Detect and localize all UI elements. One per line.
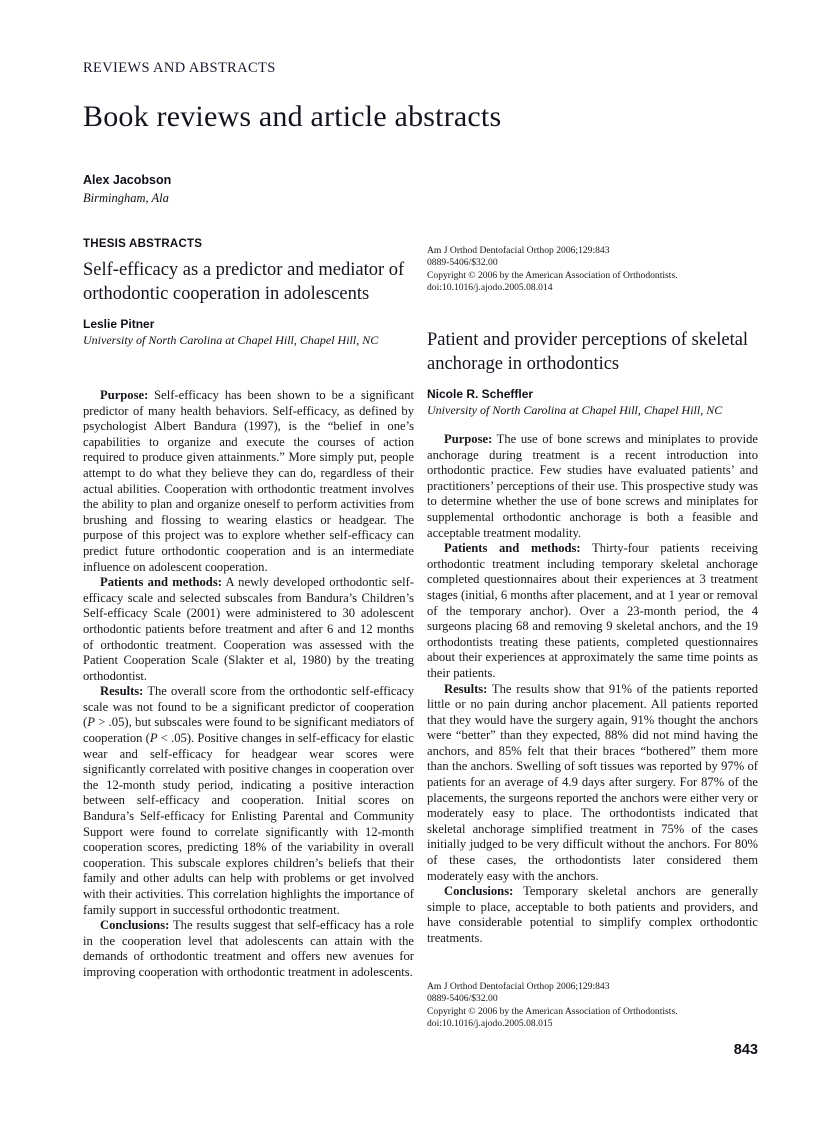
paragraph-methods-right <box>427 541 758 681</box>
paragraph-lead: Conclusions: <box>444 884 514 899</box>
page-number: 843 <box>733 1042 758 1058</box>
paragraph-lead: Purpose: <box>100 388 149 402</box>
paragraph-lead: Patients and methods: <box>100 575 222 590</box>
editor-location: Birmingham, Ala <box>83 191 169 205</box>
right-column-body <box>427 432 758 947</box>
paragraph-text: Self-efficacy has been shown to be a significant predictor of many health behaviors. Self-efficacy, as defined by psychologist Albert Bandura (1997), is the “belief in one’s capabilities to organize and execute the courses of action required to produce given attainments.” More simply put, people attempt to do what they believe they can do, regardless of their actual abilities. Cooperation with orthodontic treatment involves the ability to plan and organize oneself to perform activities from brushing and flossing to wearing elastics or headgear. The purpose of this project was to explore whether self-efficacy can predict future orthodontic cooperation and is an intermediate influence on adolescent cooperation. <box>83 388 414 574</box>
citation-issn-line: 0889-5406/$32.00 <box>427 993 498 1005</box>
stat-symbol-p: P <box>87 715 95 730</box>
right-column-header <box>427 329 758 431</box>
paragraph-lead: Results: <box>444 681 488 696</box>
running-head: REVIEWS AND ABSTRACTS <box>83 60 276 76</box>
paragraph-results-right <box>427 682 758 885</box>
citation-copyright-line: Copyright © 2006 by the American Association of Orthodontists. <box>427 269 678 281</box>
paragraph-lead: Conclusions: <box>100 918 170 933</box>
paragraph-text: The overall score from the orthodontic self-efficacy scale was not found to be a significant predictor of cooperation ( <box>83 684 414 730</box>
right-article-affiliation: University of North Carolina at Chapel Hill, Chapel Hill, NC <box>427 403 723 418</box>
citation-journal-line: Am J Orthod Dentofacial Orthop 2006;129:843 <box>427 981 610 992</box>
paragraph-text: Thirty-four patients receiving orthodontic treatment including temporary skeletal anchorage completed questionnaires about their experiences at 3 treatment stages (initial, 6 months after placement, and at 1 year or removal of the temporary anchor). Over a 23-month period, the 4 surgeons placing 68 and removing 9 skeletal anchors, and the 19 orthodontists treating these patients, completed questionnaires about their experiences at approximately the same time points as their patients. <box>427 541 758 680</box>
right-article-title: Patient and provider perceptions of skeletal anchorage in orthodontics <box>427 330 749 374</box>
right-article-author: Nicole R. Scheffler <box>427 387 534 402</box>
left-article-affiliation: University of North Carolina at Chapel Hill, Chapel Hill, NC <box>83 333 379 348</box>
page-title: Book reviews and article abstracts <box>83 100 502 133</box>
citation-copyright-line: Copyright © 2006 by the American Association of Orthodontists. <box>427 1005 678 1017</box>
left-article-author: Leslie Pitner <box>83 317 155 332</box>
paragraph-text: A newly developed orthodontic self-efficacy scale and selected subscales from Bandura’s Children’s Self-efficacy Scale (2001) were administered to 30 adolescent orthodontic patients before treatment and after 6 and 12 months of orthodontic treatment. Cooperation was assessed with the Patient Cooperation Scale (Slakter et al, 1980) by the treating orthodontist. <box>83 575 414 683</box>
editor-name: Alex Jacobson <box>83 173 172 187</box>
paragraph-conclusions-right <box>427 884 758 946</box>
paragraph-text: The results show that 91% of the patients reported little or no pain during anchor placement. All patients reported that they would have the surgery again, 91% thought the anchors were “better” than they expected, 88% did not mind having the anchors, and 85% felt that their braces “bothered” them more than the anchors. Swelling of soft tissues was reported by 97% of patients for an average of 4.9 days after surgery. For 87% of the placements, the surgeons reported the anchors were either very or moderately easy to place. The orthodontists indicated that skeletal anchorage simplified treatment in 75% of the cases initially judged to be very difficult without the anchors. For 80% of these cases, the orthodontists later considered them moderately easy with the anchors. <box>427 681 758 883</box>
citation-journal-line: Am J Orthod Dentofacial Orthop 2006;129:843 <box>427 245 610 256</box>
paragraph-text: > .05), but subscales were found to be significant mediators of cooperation ( <box>83 715 414 746</box>
citation-block-bottom <box>427 981 678 1031</box>
stat-symbol-p: P <box>149 731 158 746</box>
left-column-body <box>83 388 414 981</box>
paragraph-text: The results suggest that self-efficacy has a role in the cooperation level that adolescents can attain with the demands of orthodontic treatment and offers new avenues for improving cooperation with orthodontic treatment in adolescents. <box>83 918 414 979</box>
paragraph-text: < .05). Positive changes in self-efficacy for elastic wear and self-efficacy for headgear wear scores were significantly correlated with positive changes in cooperation over the 12-month study period, indicating a positive interaction between self-efficacy and cooperation. Initial scores on Bandura’s Self-efficacy for Enlisting Parental and Community Support were found to correlate significantly with 12-month cooperation scores, predicting 18% of the variability in overall cooperation. This subscale explores children’s beliefs that their family and other adults can help with problems or get involved with their activities. This correlation highlights the importance of family support in successful orthodontic treatment. <box>83 731 414 917</box>
section-label-thesis-abstracts: THESIS ABSTRACTS <box>83 238 203 250</box>
paragraph-results-left <box>83 684 414 918</box>
citation-doi-line: doi:10.1016/j.ajodo.2005.08.014 <box>427 282 553 294</box>
citation-block-top <box>427 245 678 295</box>
paragraph-purpose-right <box>427 432 758 541</box>
paragraph-methods-left <box>83 575 414 684</box>
citation-doi-line: doi:10.1016/j.ajodo.2005.08.015 <box>427 1018 553 1030</box>
paragraph-conclusions-left <box>83 918 414 980</box>
paragraph-text: Temporary skeletal anchors are generally simple to place, acceptable to both patients and providers, and have considerable potential to simplify complex orthodontic treatments. <box>427 884 758 945</box>
paragraph-lead: Purpose: <box>444 432 493 446</box>
citation-issn-line: 0889-5406/$32.00 <box>427 257 498 269</box>
left-article-title: Self-efficacy as a predictor and mediator of orthodontic cooperation in adolescents <box>83 260 405 304</box>
paragraph-lead: Patients and methods: <box>444 541 581 556</box>
left-column-header <box>83 238 414 361</box>
paragraph-text: The use of bone screws and miniplates to provide anchorage during treatment is a recent introduction into orthodontic practice. Few studies have evaluated patients’ and practitioners’ perceptions of their use. This prospective study was to determine whether the use of bone screws and miniplates for supplemental orthodontic anchorage is both a feasible and acceptable treatment modality. <box>427 432 758 540</box>
paragraph-purpose-left <box>83 388 414 575</box>
paragraph-lead: Results: <box>100 684 144 699</box>
